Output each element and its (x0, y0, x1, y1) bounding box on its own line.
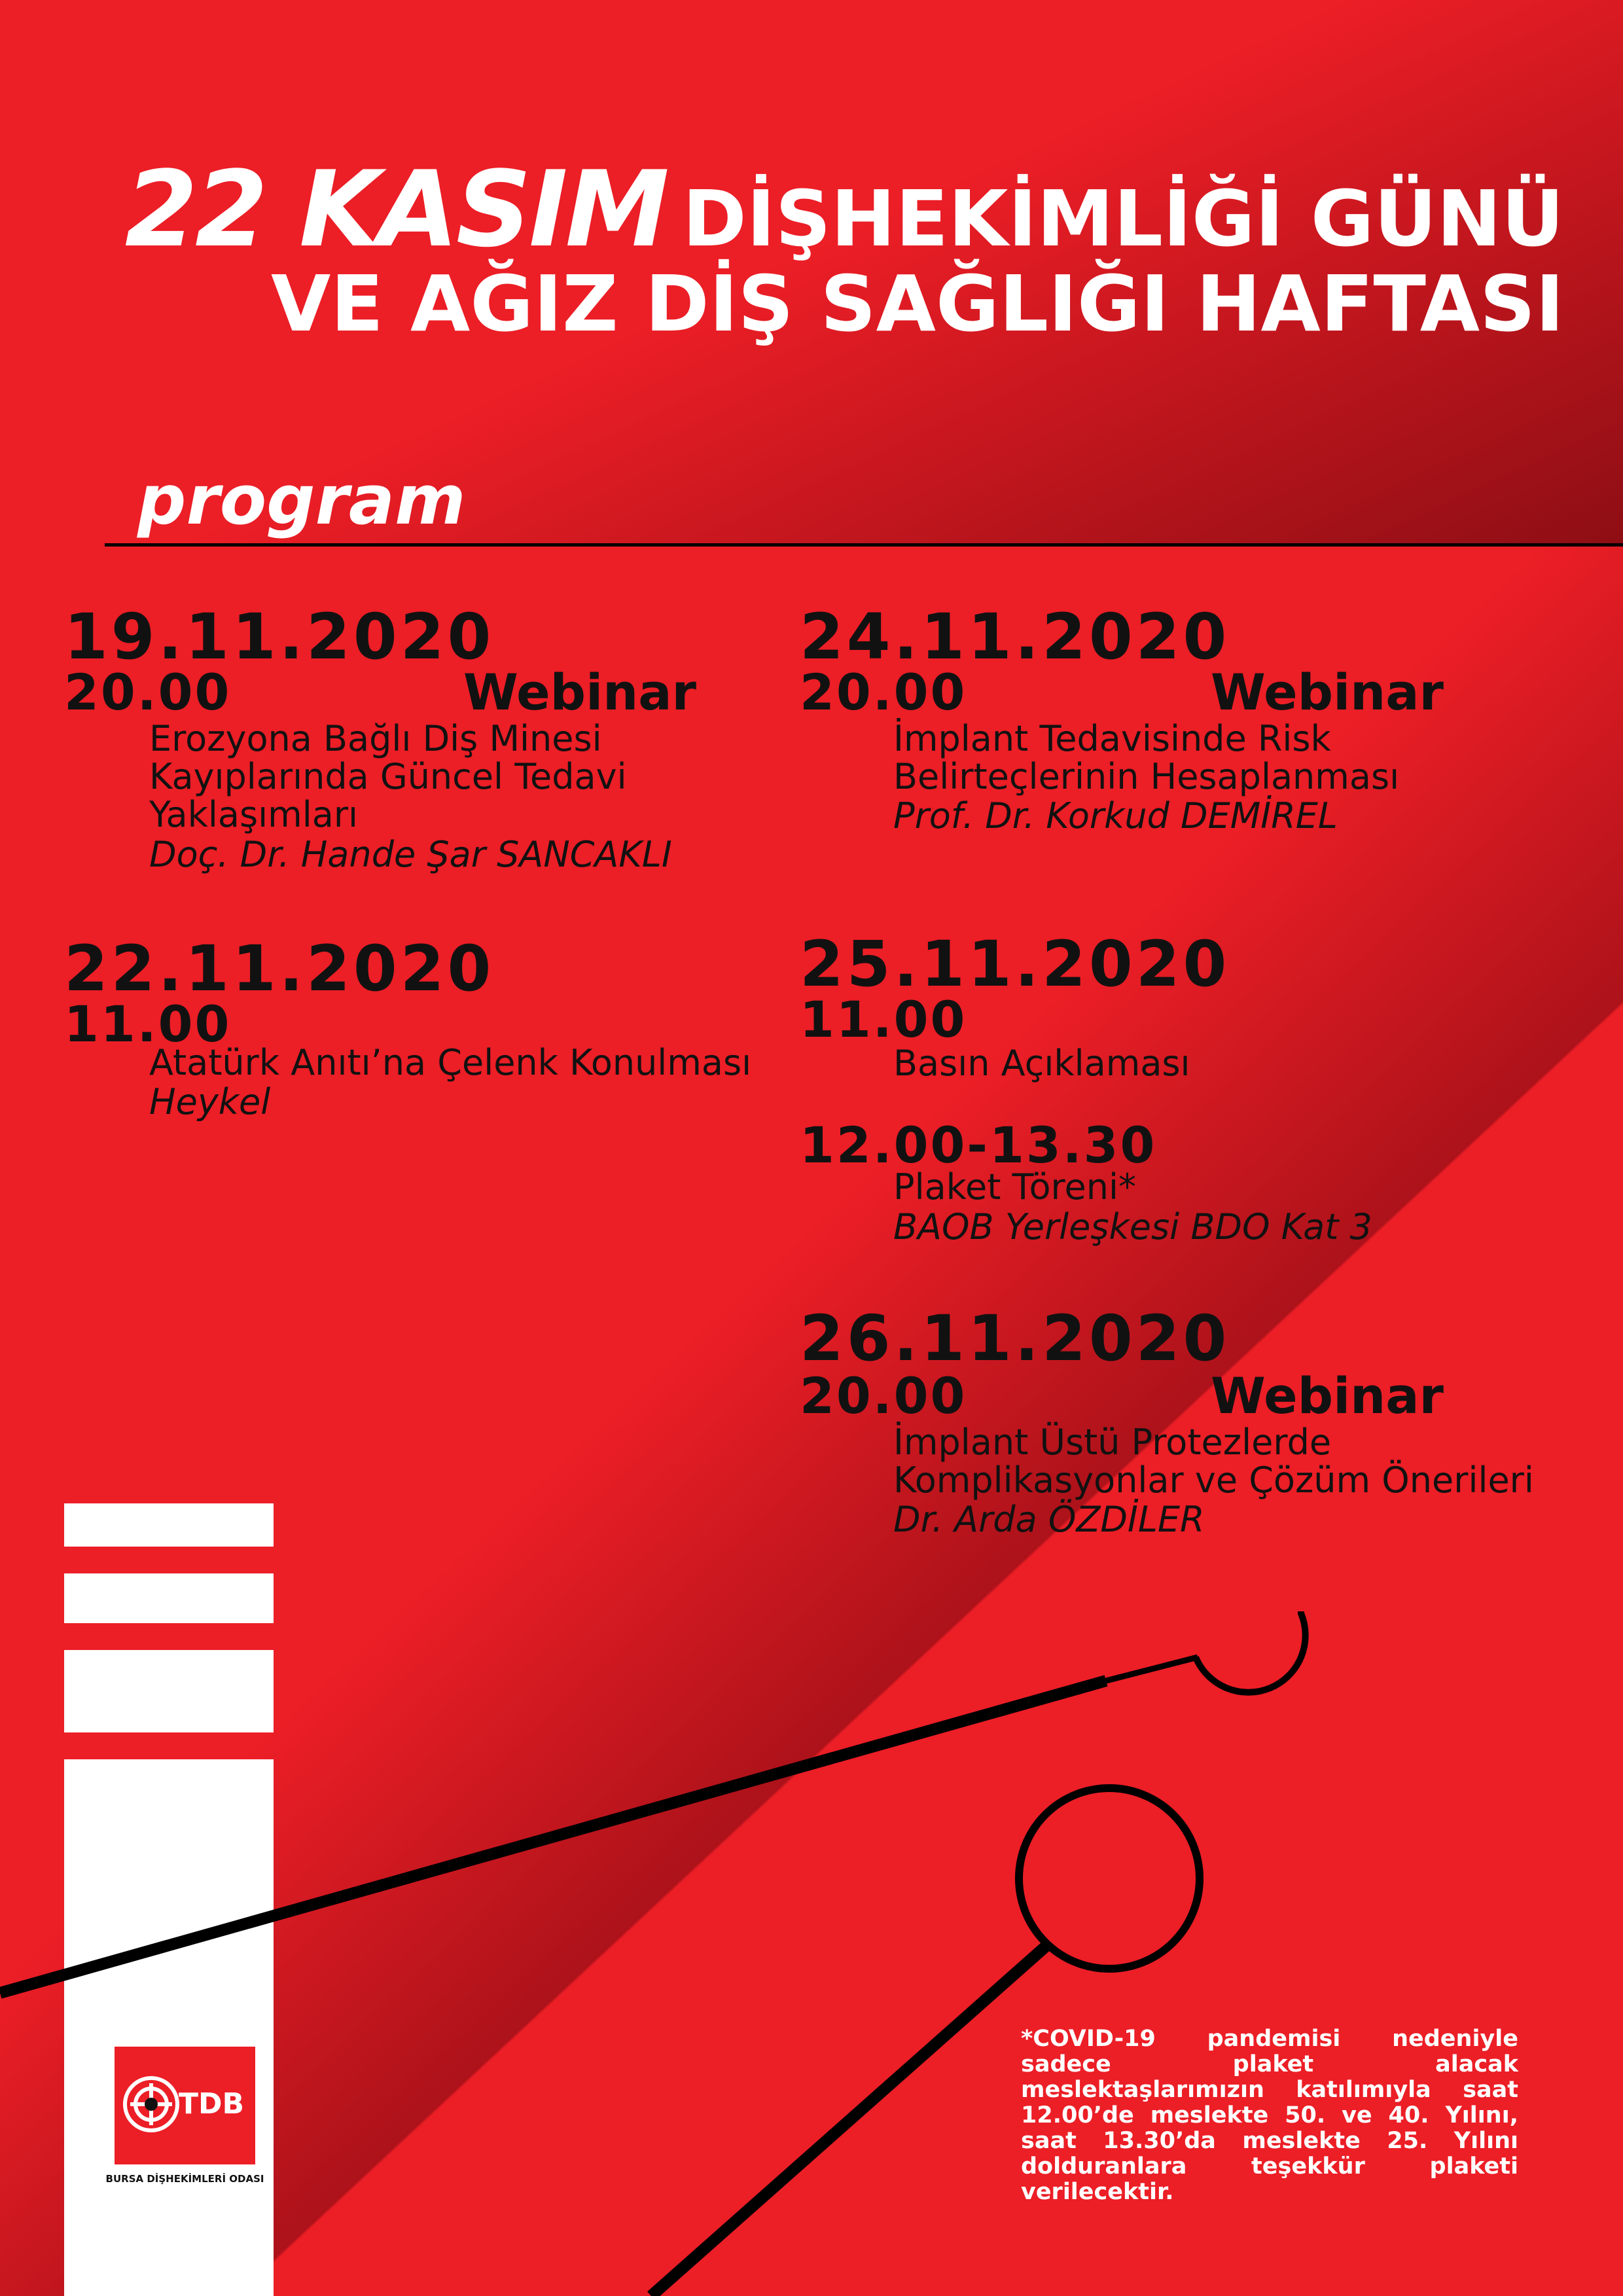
event-title-2: Plaket Töreni* (893, 1166, 1136, 1208)
event-place: Heykel (149, 1081, 271, 1122)
event-speaker: Prof. Dr. Korkud DEMİREL (893, 795, 1338, 836)
mirror-circle (1019, 1788, 1200, 1969)
mirror-handle (651, 1945, 1047, 2296)
event-time-2: 12.00-13.30 (800, 1116, 1157, 1174)
probe-line (0, 1681, 1106, 1993)
event-time: 11.00 (800, 990, 967, 1049)
title-event: DİŞHEKİMLİĞİ GÜNÜ (682, 173, 1564, 264)
title-line-2: VE AĞIZ DİŞ SAĞLIĞI HAFTASI (271, 259, 1564, 349)
probe-hook (1196, 1611, 1306, 1693)
event-date: 19.11.2020 (64, 600, 495, 673)
event-time: 20.00 (800, 1367, 967, 1425)
event-date: 22.11.2020 (64, 932, 495, 1005)
event-title: İmplant Üstü Protezlerde Komplikasyonlar ve Çözüm Önerileri (893, 1422, 1534, 1501)
event-type: Webinar (463, 663, 696, 721)
event-speaker: Doç. Dr. Hande Şar SANCAKLI (149, 834, 672, 875)
event-time: 20.00 (64, 663, 232, 721)
event-date: 25.11.2020 (800, 927, 1230, 1001)
event-date: 26.11.2020 (800, 1302, 1230, 1375)
event-type: Webinar (1211, 663, 1444, 721)
tdb-logo-caption: BURSA DİŞHEKİMLERİ ODASI (105, 2173, 264, 2185)
tdb-logo (115, 2047, 255, 2164)
program-heading: program (137, 460, 466, 540)
event-speaker: Dr. Arda ÖZDİLER (893, 1499, 1205, 1540)
event-time: 11.00 (64, 995, 232, 1053)
tdb-logo-icon (121, 2074, 181, 2134)
event-title: Erozyona Bağlı Diş Minesi Kayıplarında Güncel Tedavi Yaklaşımları (149, 718, 627, 835)
title-date: 22 KASIM (124, 148, 667, 270)
tdb-logo-text: TDB (179, 2087, 245, 2121)
probe-tip (1106, 1657, 1198, 1681)
event-place-2: BAOB Yerleşkesi BDO Kat 3 (893, 1206, 1372, 1247)
event-time: 20.00 (800, 663, 967, 721)
event-date: 24.11.2020 (800, 600, 1230, 673)
event-title: İmplant Tedavisinde Risk Belirteçlerinin Hesaplanması (893, 718, 1400, 797)
event-type: Webinar (1211, 1367, 1444, 1425)
event-title: Atatürk Anıtı’na Çelenk Konulması (149, 1042, 752, 1083)
event-title: Basın Açıklaması (893, 1043, 1190, 1084)
covid-footnote: *COVID-19 pandemisi nedeniyle sadece plaket alacak meslektaşlarımızın katılımıyla saat 12.00’de meslekte 50. ve 40. Yılını, saat 13.30’da meslekte 25. Yılını dolduranlara teşekkür plaketi verilecektir. (1021, 2026, 1518, 2205)
